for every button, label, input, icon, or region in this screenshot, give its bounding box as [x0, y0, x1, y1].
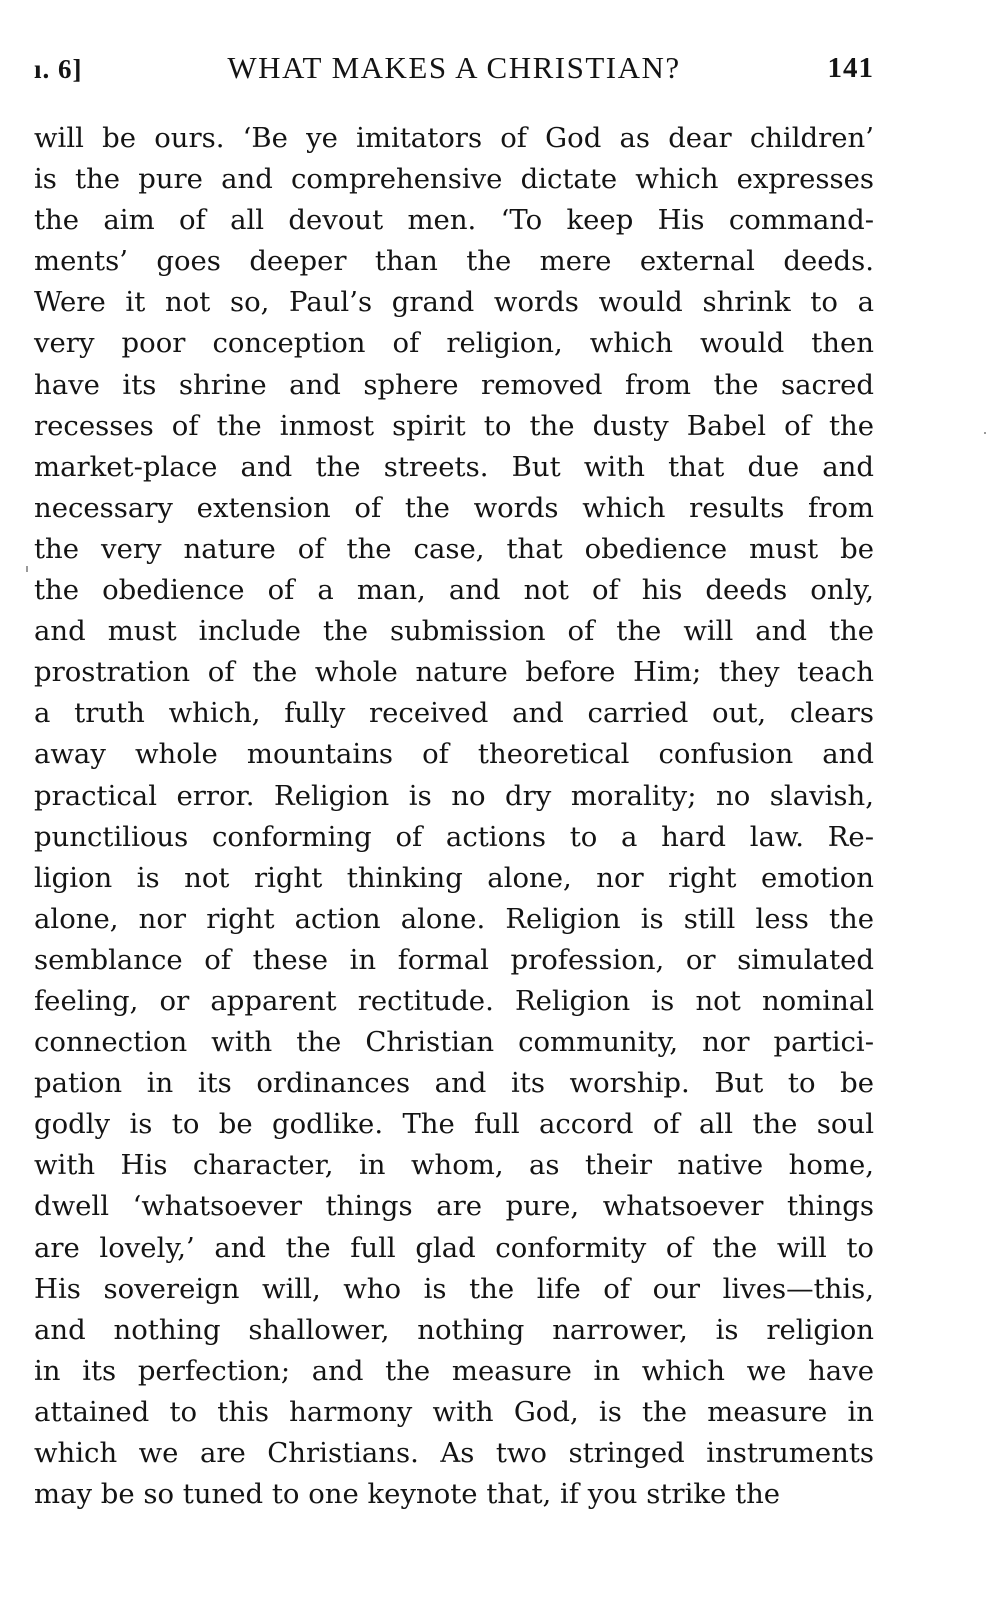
text-line: pation in its ordinances and its worship. But to be — [34, 1067, 874, 1100]
text-line: with His character, in whom, as their native home, — [34, 1149, 874, 1182]
text-line: is the pure and comprehensive dictate which expresses — [34, 163, 874, 196]
text-line: and nothing shallower, nothing narrower, is religion — [34, 1313, 874, 1346]
text-line: recesses of the inmost spirit to the dusty Babel of the — [34, 409, 874, 442]
page-number: 141 — [827, 52, 874, 84]
text-line: will be ours. ‘Be ye imitators of God as dear children’ — [34, 122, 874, 154]
text-line: dwell ‘whatsoever things are pure, whatsoever things — [34, 1190, 874, 1223]
text-line: necessary extension of the words which results from — [34, 491, 874, 524]
running-head — [34, 48, 874, 92]
text-line: practical error. Religion is no dry morality; no slavish, — [34, 779, 874, 812]
text-line: which we are Christians. As two stringed instruments — [34, 1437, 874, 1469]
running-title: WHAT MAKES A CHRISTIAN? — [227, 50, 681, 85]
text-line: alone, nor right action alone. Religion is still less the — [34, 902, 874, 935]
text-line: the obedience of a man, and not of his deeds only, — [34, 574, 874, 607]
text-line: a truth which, fully received and carried out, clears — [34, 697, 874, 730]
scan-speck — [26, 566, 28, 572]
text-line: godly is to be godlike. The full accord of all the soul — [34, 1108, 874, 1141]
text-line: market-place and the streets. But with that due and — [34, 450, 874, 483]
text-line: punctilious conforming of actions to a hard law. Re- — [34, 820, 874, 853]
text-line: Were it not so, Paul’s grand words would shrink to a — [34, 286, 874, 319]
body-text — [34, 118, 874, 1515]
text-line: feeling, or apparent rectitude. Religion is not nominal — [34, 984, 874, 1017]
text-line: His sovereign will, who is the life of our lives—this, — [34, 1272, 874, 1305]
text-line: ments’ goes deeper than the mere external deeds. — [34, 245, 874, 278]
text-line: attained to this harmony with God, is the measure in — [34, 1395, 874, 1428]
text-line: have its shrine and sphere removed from the sacred — [34, 368, 874, 401]
text-line: semblance of these in formal profession, or simulated — [34, 943, 874, 976]
text-line: are lovely,’ and the full glad conformity of the will to — [34, 1231, 874, 1264]
text-line: away whole mountains of theoretical confusion and — [34, 738, 874, 771]
text-line: the aim of all devout men. ‘To keep His command- — [34, 204, 874, 237]
text-line: prostration of the whole nature before Him; they teach — [34, 656, 874, 689]
text-line: and must include the submission of the will and the — [34, 615, 874, 648]
text-line: in its perfection; and the measure in which we have — [34, 1354, 874, 1387]
text-line: ligion is not right thinking alone, nor right emotion — [34, 861, 874, 894]
scan-speck — [984, 432, 986, 434]
text-line: the very nature of the case, that obedience must be — [34, 532, 874, 565]
text-line: may be so tuned to one keynote that, if you strike the — [34, 1478, 781, 1511]
text-line: very poor conception of religion, which would then — [34, 327, 874, 360]
chapter-reference: ı. 6] — [34, 54, 83, 84]
text-line: connection with the Christian community, nor partici- — [34, 1026, 874, 1059]
book-page — [34, 48, 874, 1515]
